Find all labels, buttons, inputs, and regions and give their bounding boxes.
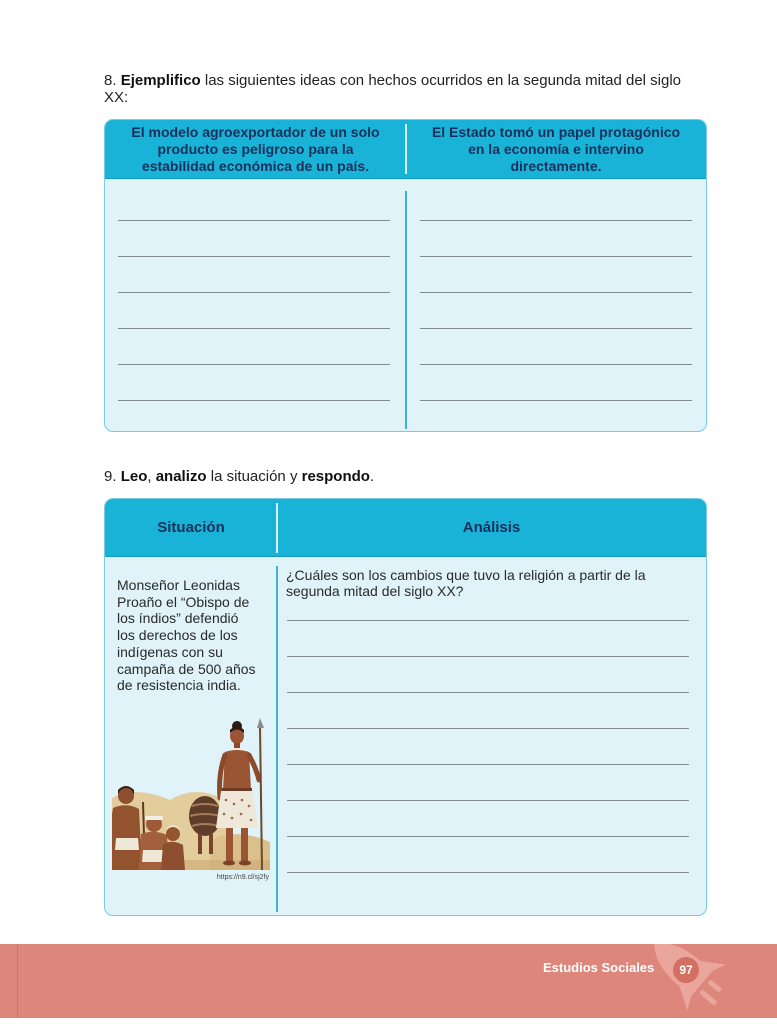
- activity-number: 9.: [104, 468, 117, 485]
- situation-text: Monseñor Leonidas Proaño el “Obispo de los índios” defendió los derechos de los indígenas con su campaña de 500 años de resistencia india.: [117, 577, 256, 694]
- answer-line: [118, 364, 390, 365]
- activity-prompt: las siguientes ideas con hechos ocurridos en la segunda mitad del siglo XX:: [104, 72, 682, 106]
- situation-analysis-header: [105, 499, 706, 557]
- image-credit: https://n9.cl/sj2fy: [216, 874, 269, 881]
- activity-9-instruction: [104, 468, 694, 485]
- rocket-icon: [648, 944, 750, 1018]
- column-header-analysis: Análisis: [462, 518, 521, 536]
- analysis-question: ¿Cuáles son los cambios que tuvo la religión a partir de la segunda mitad del siglo XX?: [286, 567, 646, 599]
- page-footer: [0, 944, 777, 1018]
- answer-line: [118, 220, 390, 221]
- answer-line: [420, 400, 692, 401]
- activity-number: 8.: [104, 72, 117, 89]
- answer-line: [287, 620, 689, 621]
- column-divider: [276, 566, 278, 912]
- activity-verb: Ejemplifico: [120, 72, 201, 89]
- situation-analysis-table: [104, 498, 707, 916]
- answer-line: [420, 328, 692, 329]
- answer-line: [118, 256, 390, 257]
- column-header-state-role: El Estado tomó un papel protagónico en la economía e intervino directamente.: [431, 123, 681, 174]
- answer-line: [287, 656, 689, 657]
- column-header-agroexport-model: El modelo agroexportador de un solo producto es peligroso para la estabilidad económica de un país.: [131, 123, 380, 174]
- instruction-text: ,: [147, 468, 156, 485]
- activity-8-instruction: [104, 72, 694, 106]
- instruction-verb-read: Leo: [120, 468, 148, 485]
- page-number: 97: [673, 957, 699, 983]
- page-edge: [17, 944, 18, 1018]
- answer-line: [118, 400, 390, 401]
- answer-line: [118, 292, 390, 293]
- answer-line: [420, 220, 692, 221]
- instruction-verb-answer: respondo: [301, 468, 370, 485]
- indigenous-people-illustration: [112, 718, 270, 870]
- answer-line: [287, 692, 689, 693]
- answer-line: [287, 872, 689, 873]
- answer-line: [420, 364, 692, 365]
- instruction-text: .: [369, 468, 375, 485]
- answer-line: [287, 836, 689, 837]
- ideas-table: [104, 119, 707, 432]
- answer-line: [287, 728, 689, 729]
- answer-line: [287, 764, 689, 765]
- answer-line: [420, 292, 692, 293]
- column-divider: [405, 191, 407, 429]
- instruction-text: la situación y: [206, 468, 302, 485]
- subject-title: Estudios Sociales: [543, 960, 655, 975]
- answer-line: [287, 800, 689, 801]
- instruction-verb-analyze: analizo: [155, 468, 207, 485]
- ideas-table-header: [105, 120, 706, 179]
- answer-line: [420, 256, 692, 257]
- column-header-situation: Situación: [157, 518, 225, 536]
- answer-line: [118, 328, 390, 329]
